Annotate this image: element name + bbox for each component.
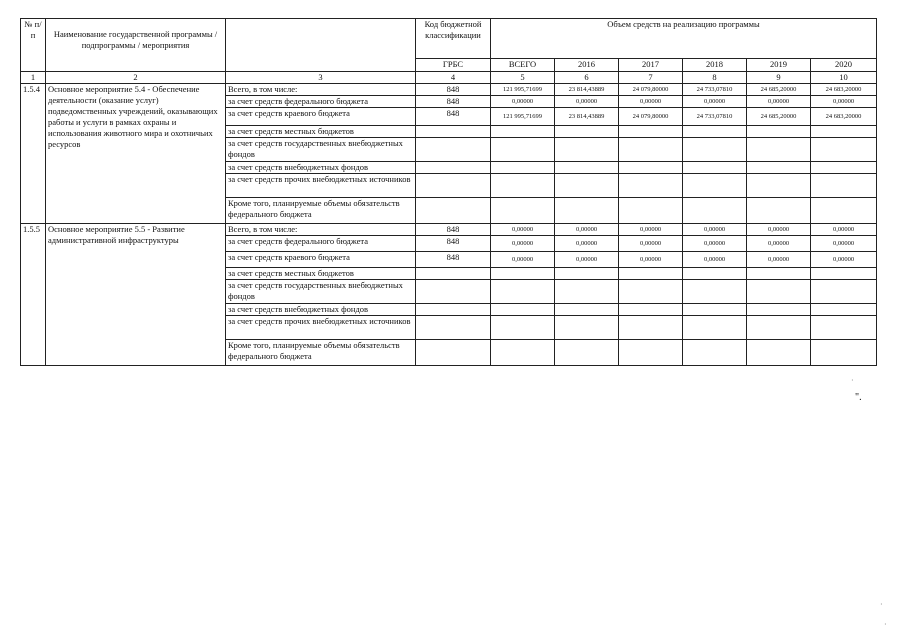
value-year: 24 685,20000	[747, 84, 811, 96]
funding-source-label: за счет средств краевого бюджета	[226, 108, 416, 126]
value-year	[619, 268, 683, 280]
funding-source-label: за счет средств прочих внебюджетных источников	[226, 316, 416, 340]
grbs-code	[416, 174, 491, 198]
value-year	[747, 162, 811, 174]
value-year	[619, 162, 683, 174]
value-year	[811, 268, 877, 280]
value-total	[491, 138, 555, 162]
value-year	[555, 162, 619, 174]
funding-source-label: за счет средств внебюджетных фондов	[226, 304, 416, 316]
measure-name: Основное мероприятие 5.4 - Обеспечение деятельности (оказание услуг) подведомственных учреждений, оказывающих работы и услуги в рамках охраны и использования животного мира и охотничьих ресурсов	[46, 84, 226, 224]
value-year	[619, 198, 683, 224]
value-year	[811, 198, 877, 224]
value-total	[491, 268, 555, 280]
value-year	[619, 126, 683, 138]
value-year	[811, 304, 877, 316]
value-year	[555, 304, 619, 316]
value-year	[619, 174, 683, 198]
value-year: 0,00000	[683, 96, 747, 108]
value-total	[491, 340, 555, 366]
value-year	[811, 138, 877, 162]
value-year	[619, 316, 683, 340]
value-total	[491, 316, 555, 340]
grbs-code: 848	[416, 236, 491, 252]
value-year	[683, 268, 747, 280]
funding-source-label: за счет средств внебюджетных фондов	[226, 162, 416, 174]
value-year: 0,00000	[747, 252, 811, 268]
header-grbs: ГРБС	[416, 58, 491, 71]
measure-name: Основное мероприятие 5.5 - Развитие административной инфраструктуры	[46, 224, 226, 366]
table-row	[21, 224, 877, 236]
table-row	[21, 84, 877, 96]
value-total: 0,00000	[491, 96, 555, 108]
column-number: 3	[226, 72, 416, 84]
value-total: 121 995,71699	[491, 108, 555, 126]
funding-source-label: за счет средств местных бюджетов	[226, 268, 416, 280]
grbs-code: 848	[416, 96, 491, 108]
header-year-2017: 2017	[619, 58, 683, 71]
value-year	[747, 198, 811, 224]
header-year-2020: 2020	[811, 58, 877, 71]
value-year	[619, 340, 683, 366]
value-year	[555, 174, 619, 198]
value-year	[811, 174, 877, 198]
funding-source-label: Всего, в том числе:	[226, 84, 416, 96]
value-year	[683, 126, 747, 138]
grbs-code	[416, 138, 491, 162]
value-year	[683, 316, 747, 340]
value-total	[491, 280, 555, 304]
value-year: 0,00000	[555, 96, 619, 108]
scan-speck: ·	[880, 600, 883, 609]
value-year	[555, 198, 619, 224]
budget-table	[20, 18, 877, 366]
funding-source-label: за счет средств прочих внебюджетных источников	[226, 174, 416, 198]
value-year	[811, 162, 877, 174]
column-number: 9	[747, 72, 811, 84]
value-year	[619, 280, 683, 304]
value-year	[683, 280, 747, 304]
value-year	[811, 280, 877, 304]
funding-source-label: за счет средств государственных внебюджетных фондов	[226, 138, 416, 162]
value-year: 0,00000	[619, 236, 683, 252]
header-num: № п/п	[21, 19, 46, 72]
value-total	[491, 304, 555, 316]
grbs-code: 848	[416, 84, 491, 96]
funding-source-label: за счет средств федерального бюджета	[226, 96, 416, 108]
value-year: 0,00000	[683, 236, 747, 252]
value-year	[555, 138, 619, 162]
value-year	[555, 268, 619, 280]
value-year	[683, 174, 747, 198]
grbs-code	[416, 304, 491, 316]
grbs-code: 848	[416, 224, 491, 236]
column-number-row	[21, 72, 877, 84]
value-year: 0,00000	[747, 224, 811, 236]
value-year	[683, 304, 747, 316]
value-year: 24 685,20000	[747, 108, 811, 126]
grbs-code: 848	[416, 252, 491, 268]
grbs-code: 848	[416, 108, 491, 126]
value-year: 24 683,20000	[811, 108, 877, 126]
column-number: 2	[46, 72, 226, 84]
value-year: 0,00000	[811, 252, 877, 268]
value-year: 0,00000	[811, 224, 877, 236]
value-year	[619, 138, 683, 162]
value-year: 0,00000	[555, 224, 619, 236]
value-year	[683, 138, 747, 162]
scan-speck: ·	[884, 620, 887, 629]
value-total	[491, 198, 555, 224]
grbs-code	[416, 316, 491, 340]
value-year: 0,00000	[619, 96, 683, 108]
value-year: 24 733,07810	[683, 108, 747, 126]
value-total	[491, 126, 555, 138]
grbs-code	[416, 340, 491, 366]
value-year: 24 079,80000	[619, 84, 683, 96]
value-year: 0,00000	[811, 96, 877, 108]
column-number: 1	[21, 72, 46, 84]
value-total: 121 995,71699	[491, 84, 555, 96]
column-number: 4	[416, 72, 491, 84]
scan-speck: ·	[851, 376, 854, 385]
funding-source-label: за счет средств государственных внебюджетных фондов	[226, 280, 416, 304]
value-year	[747, 280, 811, 304]
closing-quote: ".	[855, 392, 862, 403]
header-code: Код бюджетной классификации	[416, 19, 491, 59]
funding-source-label: за счет средств федерального бюджета	[226, 236, 416, 252]
value-year: 0,00000	[555, 236, 619, 252]
value-year: 24 079,80000	[619, 108, 683, 126]
header-row-top	[21, 19, 877, 59]
value-year: 0,00000	[683, 224, 747, 236]
funding-source-label: Кроме того, планируемые объемы обязательств федерального бюджета	[226, 198, 416, 224]
value-year: 0,00000	[811, 236, 877, 252]
value-year	[683, 162, 747, 174]
grbs-code	[416, 198, 491, 224]
column-number: 8	[683, 72, 747, 84]
value-year: 0,00000	[747, 96, 811, 108]
funding-source-label: Кроме того, планируемые объемы обязательств федерального бюджета	[226, 340, 416, 366]
column-number: 10	[811, 72, 877, 84]
header-blank	[226, 19, 416, 72]
grbs-code	[416, 126, 491, 138]
row-number: 1.5.5	[21, 224, 46, 366]
funding-source-label: за счет средств краевого бюджета	[226, 252, 416, 268]
value-year	[747, 268, 811, 280]
value-year: 0,00000	[555, 252, 619, 268]
value-total: 0,00000	[491, 236, 555, 252]
value-year: 23 814,43889	[555, 108, 619, 126]
value-year	[747, 304, 811, 316]
value-year	[811, 126, 877, 138]
header-total: ВСЕГО	[491, 58, 555, 71]
value-total	[491, 174, 555, 198]
header-year-2016: 2016	[555, 58, 619, 71]
value-year	[811, 316, 877, 340]
header-year-2018: 2018	[683, 58, 747, 71]
header-name: Наименование государственной программы / подпрограммы / мероприятия	[46, 19, 226, 72]
value-year	[747, 340, 811, 366]
column-number: 7	[619, 72, 683, 84]
value-year: 23 814,43889	[555, 84, 619, 96]
value-year: 0,00000	[619, 224, 683, 236]
value-year	[683, 340, 747, 366]
value-total: 0,00000	[491, 252, 555, 268]
value-year	[747, 126, 811, 138]
value-year: 0,00000	[683, 252, 747, 268]
value-year	[555, 340, 619, 366]
value-year	[747, 138, 811, 162]
value-year: 24 683,20000	[811, 84, 877, 96]
header-volume: Объем средств на реализацию программы	[491, 19, 877, 59]
value-total	[491, 162, 555, 174]
row-number: 1.5.4	[21, 84, 46, 224]
value-year: 0,00000	[619, 252, 683, 268]
value-year	[555, 316, 619, 340]
value-year: 24 733,07810	[683, 84, 747, 96]
value-year	[811, 340, 877, 366]
value-year	[619, 304, 683, 316]
value-year	[747, 174, 811, 198]
value-year	[555, 280, 619, 304]
header-year-2019: 2019	[747, 58, 811, 71]
grbs-code	[416, 162, 491, 174]
column-number: 5	[491, 72, 555, 84]
funding-source-label: за счет средств местных бюджетов	[226, 126, 416, 138]
value-year	[747, 316, 811, 340]
funding-source-label: Всего, в том числе:	[226, 224, 416, 236]
value-year	[555, 126, 619, 138]
grbs-code	[416, 268, 491, 280]
column-number: 6	[555, 72, 619, 84]
grbs-code	[416, 280, 491, 304]
value-year: 0,00000	[747, 236, 811, 252]
value-year	[683, 198, 747, 224]
value-total: 0,00000	[491, 224, 555, 236]
